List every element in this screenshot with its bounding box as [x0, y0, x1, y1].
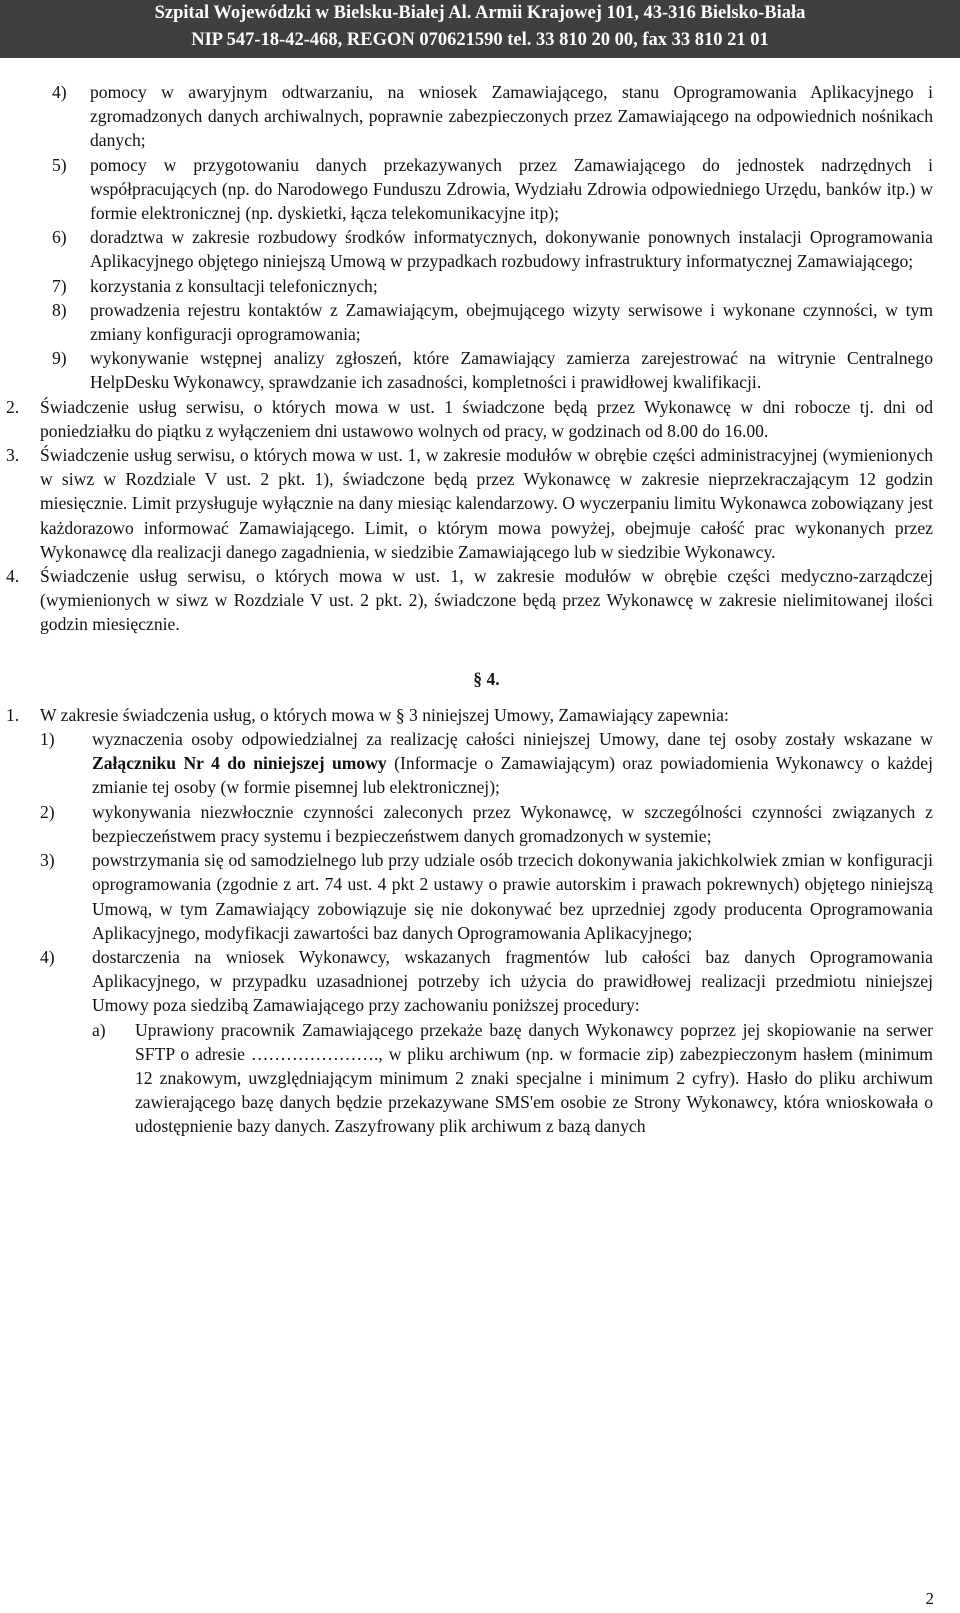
sub-list	[40, 727, 933, 1017]
top-list	[40, 80, 933, 395]
page-header	[0, 0, 960, 58]
list-item: 2) wykonywania niezwłocznie czynności zaleconych przez Wykonawcę, w szczególności czynności związanych z bezpieczeństwem pracy systemu i bezpieczeństwem danych gromadzonych w systemie;	[40, 801, 933, 846]
attachment-reference: Załączniku Nr 4 do niniejszej umowy	[92, 753, 387, 774]
list-item: 4) dostarczenia na wniosek Wykonawcy, wskazanych fragmentów lub całości baz danych Oprogramowania Aplikacyjnego, w przypadku uzasadnionej potrzeby ich użycia do prawidłowej realizacji przedmiotu niniejszej Umowy poza siedzibą Zamawiającego przy zachowaniu poniższej procedury:	[40, 946, 933, 1016]
list-item: 4. Świadczenie usług serwisu, o których mowa w ust. 1, w zakresie modułów w obrębie części medyczno-zarządczej (wymienionych w siwz w Rozdziale V ust. 2 pkt. 2), świadczone będą przez Wykonawcę w zakresie nielimitowanej ilości godzin miesięcznie.	[6, 566, 933, 635]
list-item: 3) powstrzymania się od samodzielnego lub przy udziale osób trzecich dokonywania jakichkolwiek zmian w konfiguracji oprogramowania (zgodnie z art. 74 ust. 4 pkt 2 ustawy o prawie autorskim i prawach pokrewnych) objętego niniejszą Umową, w tym Zamawiający zobowiązuje się nie dokonywać bez uprzedniej zgody producenta Oprogramowania Aplikacyjnego, modyfikacji zawartości baz danych Oprogramowania Aplikacyjnego;	[40, 850, 933, 943]
section-point: 1. W zakresie świadczenia usług, o których mowa w § 3 niniejszej Umowy, Zamawiający zapewnia:	[6, 704, 729, 725]
list-item: 6) doradztwa w zakresie rozbudowy środków informatycznych, dokonywanie ponownych instalacji Oprogramowania Aplikacyjnego objętego niniejszą Umową w przypadkach rozbudowy infrastruktury informatycznej Zamawiającego;	[52, 227, 933, 272]
list-item: 5) pomocy w przygotowaniu danych przekazywanych przez Zamawiającego do jednostek nadrzędnych i współpracujących (np. do Narodowego Funduszu Zdrowia, Wydziału Zdrowia odpowiedniego Urzędu, banków itp.) w formie elektronicznej (np. dyskietki, łącza telekomunikacyjne itp);	[52, 154, 933, 224]
page-number: 2	[925, 1589, 934, 1608]
header-contact: NIP 547-18-42-468, REGON 070621590 tel. 33 810 20 00, fax 33 810 21 01	[191, 30, 769, 50]
list-item: 4) pomocy w awaryjnym odtwarzaniu, na wniosek Zamawiającego, stanu Oprogramowania Aplikacyjnego i zgromadzonych danych archiwalnych, poprawnie zabezpieczonych przez Zamawiającego na odpowiednich nośnikach danych;	[52, 82, 933, 151]
list-item: 7) korzystania z konsultacji telefonicznych;	[52, 275, 378, 296]
header-address: Szpital Wojewódzki w Bielsku-Białej Al. Armii Krajowej 101, 43-316 Bielsko-Biała	[154, 3, 806, 23]
section-title: § 4.	[473, 668, 500, 689]
list-item: 2. Świadczenie usług serwisu, o których mowa w ust. 1 świadczone będą przez Wykonawcę w dni robocze tj. dni od poniedziałku do piątku z wyłączeniem dni ustawowo wolnych od pracy, w godzinach od 8.00 do 16.00.	[6, 396, 933, 441]
points-list	[6, 395, 933, 637]
list-item: 3. Świadczenie usług serwisu, o których mowa w ust. 1, w zakresie modułów w obrębie części administracyjnej (wymienionych w siwz w Rozdziale V ust. 2 pkt. 1), świadczone będą przez Wykonawcę w zakresie nieprzekraczającym 12 godzin miesięcznie. Limit przysługuje wyłącznie na dany miesiąc kalendarzowy. O wyczerpaniu limitu Wykonawca zobowiązany jest każdorazowo informować Zamawiającego. Limit, o którym mowa powyżej, obejmuje całość prac wykonanych przez Wykonawcę dla realizacji danego zagadnienia, w siedzibie Zamawiającego lub w siedzibie Wykonawcy.	[6, 445, 933, 562]
list-item: a) Uprawiony pracownik Zamawiającego przekaże bazę danych Wykonawcy poprzez jej skopiowanie na serwer SFTP o adresie …………………., w pliku archiwum (np. w formacie zip) zabezpieczonym hasłem (minimum 12 znakowym, uwzględniającym minimum 2 znaki specjalne i minimum 2 cyfry). Hasło do pliku archiwum zawierającego bazę danych będzie przekazywane SMS'em osobie ze Strony Wykonawcy, która wnioskowała o udostępnienie bazy danych. Zaszyfrowany plik archiwum z bazą danych	[92, 1019, 933, 1137]
list-item: 1) wyznaczenia osoby odpowiedzialnej za realizację całości niniejszej Umowy, dane tej osoby zostały wskazane w Załączniku Nr 4 do niniejszej umowy (Informacje o Zamawiającym) oraz powiadomienia Wykonawcy o każdej zmianie tej osoby (w formie pisemnej lub elektronicznej);	[40, 729, 933, 798]
list-item: 8) prowadzenia rejestru kontaktów z Zamawiającym, obejmującego wizyty serwisowe i wykonane czynności, w tym zmiany konfiguracji oprogramowania;	[52, 299, 933, 345]
list-item: 9) wykonywanie wstępnej analizy zgłoszeń, które Zamawiający zamierza zarejestrować na witrynie Centralnego HelpDesku Wykonawcy, sprawdzanie ich zasadności, kompletności i prawidłowej kwalifikacji.	[52, 348, 933, 393]
document-body	[6, 80, 933, 1139]
sub-sub-list	[40, 1018, 933, 1139]
